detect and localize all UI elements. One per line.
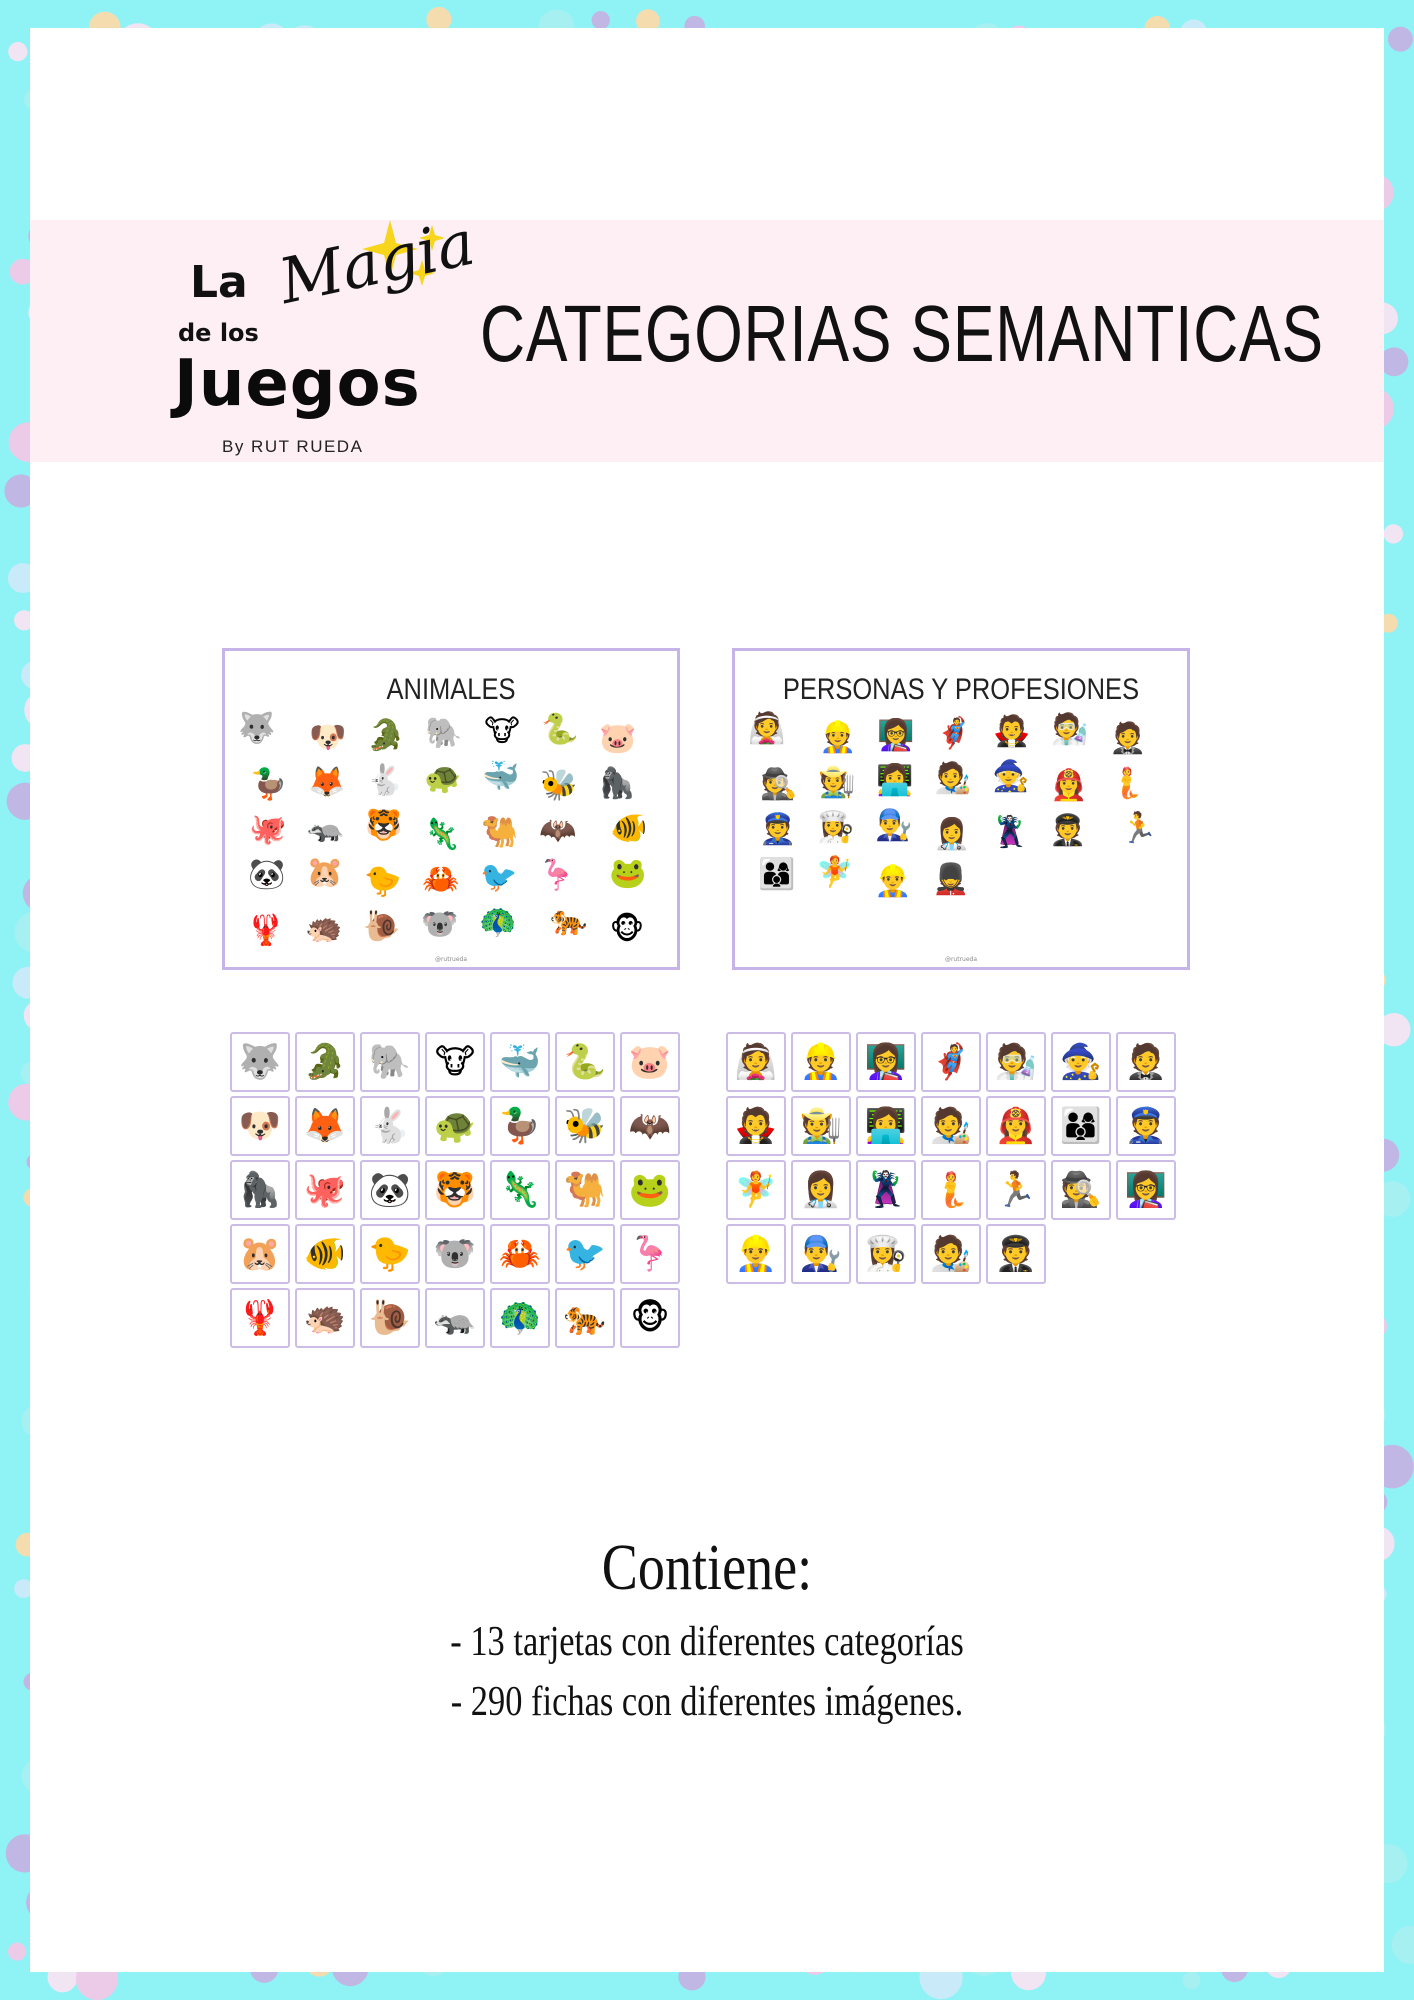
picture-tile: 🐌 [360, 1288, 420, 1348]
picture-tile: 🐼 [360, 1160, 420, 1220]
picture-tile: 🧑‍🌾 [791, 1096, 851, 1156]
card-sticker-icon: 👷‍♂️ [874, 864, 912, 899]
card-sticker-icon: 👷 [819, 720, 857, 755]
card-sticker-icon: 🦞 [247, 913, 285, 948]
picture-tile: 🐢 [425, 1096, 485, 1156]
picture-tile: 🧑‍🎨 [921, 1096, 981, 1156]
card-sticker-icon: 🐺 [238, 711, 276, 746]
border-dot [1392, 1926, 1414, 1964]
card-sticker-icon: 🐵 [609, 912, 645, 947]
card-sticker-icon: 🐮 [484, 714, 520, 749]
card-sticker-icon: 🦀 [422, 862, 460, 897]
picture-tile: 👩‍🚒 [986, 1096, 1046, 1156]
card-sticker-icon: 🐶 [309, 720, 347, 755]
card-sticker-icon: 🦔 [305, 911, 343, 946]
card-sticker-icon: 🧑‍🌾 [818, 765, 856, 800]
card-sticker-icon: 🐇 [366, 763, 404, 798]
card-sticker-icon: 🧚 [816, 855, 854, 890]
picture-tile: 👮 [1116, 1096, 1176, 1156]
card-sticker-icon: 🐹 [306, 855, 344, 890]
card-footer: @rutrueda [944, 956, 978, 963]
border-dot [1388, 27, 1413, 52]
picture-tile: 👩‍🏫 [1116, 1160, 1176, 1220]
picture-tile: 🦡 [425, 1288, 485, 1348]
card-sticker-icon: 🤵 [1109, 721, 1147, 756]
card-sticker-icon: 🐘 [425, 716, 463, 751]
card-sticker-icon: 🐍 [541, 712, 579, 747]
card-footer: @rutrueda [434, 956, 468, 963]
picture-tile: 🐷 [620, 1032, 680, 1092]
card-sticker-icon: 🐳 [482, 759, 520, 794]
card-sticker-icon: 🦍 [598, 766, 636, 801]
picture-tile: 👨‍🔧 [791, 1224, 851, 1284]
border-dot [8, 1943, 26, 1961]
picture-tile: 🦹 [856, 1160, 916, 1220]
picture-tile: 🐠 [295, 1224, 355, 1284]
card-sticker-icon: 👩‍🚒 [1050, 768, 1088, 803]
picture-tile: 🐅 [555, 1288, 615, 1348]
card-sticker-icon: 🧑‍✈️ [1049, 813, 1087, 848]
picture-tile: 🐫 [555, 1160, 615, 1220]
card-sticker-icon: 👩‍🏫 [877, 718, 915, 753]
picture-tile: 🐘 [360, 1032, 420, 1092]
border-dot [8, 42, 27, 61]
picture-tile: 🧑‍🔬 [986, 1032, 1046, 1092]
picture-tile: 👩‍🏫 [856, 1032, 916, 1092]
card-sticker-icon: 🐙 [249, 812, 287, 847]
picture-tile: 🧜 [921, 1160, 981, 1220]
picture-tile: 🐳 [490, 1032, 550, 1092]
card-personas-y-profesiones [732, 648, 1190, 970]
card-sticker-icon: 🦇 [539, 813, 577, 848]
picture-tile: 👩‍🍳 [856, 1224, 916, 1284]
picture-tile: 🐶 [230, 1096, 290, 1156]
border-dot [592, 11, 610, 29]
card-sticker-icon: 🧑‍🎨 [934, 761, 972, 796]
picture-tile: 👩‍💻 [856, 1096, 916, 1156]
picture-tile: 🐸 [620, 1160, 680, 1220]
card-title: PERSONAS Y PROFESIONES [782, 673, 1140, 706]
card-sticker-icon: 👨‍👩‍👦 [758, 857, 796, 892]
card-sticker-icon: 🐨 [421, 907, 459, 942]
picture-tile: 🦆 [490, 1096, 550, 1156]
picture-tile: 🐇 [360, 1096, 420, 1156]
picture-tile: 🐹 [230, 1224, 290, 1284]
card-sticker-icon: 🧜 [1108, 766, 1146, 801]
card-sticker-icon: 🐢 [424, 761, 462, 796]
card-sticker-icon: 🕵️ [760, 767, 798, 802]
card-sticker-icon: 🐊 [367, 718, 405, 753]
picture-tile: 🧑‍✈️ [986, 1224, 1046, 1284]
card-sticker-icon: 👰 [748, 711, 786, 746]
logo [170, 205, 481, 465]
card-sticker-icon: 👨‍🔧 [875, 808, 913, 843]
card-sticker-icon: 🐫 [481, 815, 519, 850]
card-sticker-icon: 🐤 [364, 864, 402, 899]
picture-tile: 🦩 [620, 1224, 680, 1284]
picture-tile: 🧛 [726, 1096, 786, 1156]
contents-heading: Contiene: [601, 1531, 813, 1604]
card-sticker-icon: 🧙 [992, 759, 1030, 794]
card-sticker-icon: 👩‍💻 [876, 763, 914, 798]
picture-tile: 🐙 [295, 1160, 355, 1220]
card-sticker-icon: 🐅 [550, 903, 588, 938]
contents-line-tiles: - 290 fichas con diferentes imágenes. [450, 1679, 964, 1725]
picture-tile: 🦇 [620, 1096, 680, 1156]
card-sticker-icon: 👩‍🍳 [817, 810, 855, 845]
card-sticker-icon: 🦚 [479, 905, 517, 940]
card-sticker-icon: 🐯 [365, 808, 403, 843]
logo-de-los: de los [178, 319, 259, 347]
picture-tile: 👨‍👩‍👦 [1051, 1096, 1111, 1156]
picture-tile: 🦎 [490, 1160, 550, 1220]
picture-tile: 🦍 [230, 1160, 290, 1220]
picture-tile: 🕵️ [1051, 1160, 1111, 1220]
card-sticker-icon: 🧛 [993, 714, 1031, 749]
card-sticker-icon: 🦩 [538, 858, 576, 893]
picture-tile: 🐨 [425, 1224, 485, 1284]
picture-tile: 🐤 [360, 1224, 420, 1284]
card-sticker-icon: 🦆 [250, 767, 288, 802]
picture-tile: 🐊 [295, 1032, 355, 1092]
picture-tile: 🐮 [425, 1032, 485, 1092]
picture-tile: 🐝 [555, 1096, 615, 1156]
picture-tile: 🐯 [425, 1160, 485, 1220]
card-sticker-icon: 🐷 [599, 721, 637, 756]
picture-tile: 🐍 [555, 1032, 615, 1092]
card-sticker-icon: 🧑‍🔬 [1051, 712, 1089, 747]
picture-tile: 🦞 [230, 1288, 290, 1348]
logo-la: La [190, 257, 248, 308]
picture-tile: 🧙 [1051, 1032, 1111, 1092]
logo-byline: By RUT RUEDA [222, 437, 364, 456]
card-sticker-icon: 🦎 [423, 817, 461, 852]
card-sticker-icon: 🦊 [308, 765, 346, 800]
card-sticker-icon: 💂 [932, 862, 970, 897]
contents-line-cards: - 13 tarjetas con diferentes categorías [450, 1619, 964, 1665]
page-title: CATEGORIAS SEMANTICAS [480, 289, 1324, 378]
picture-tile: 👩‍⚕️ [791, 1160, 851, 1220]
card-sticker-icon: 🐝 [540, 768, 578, 803]
card-sticker-icon: 🐌 [363, 909, 401, 944]
picture-tile: 🦊 [295, 1096, 355, 1156]
card-sticker-icon: 🐦 [480, 860, 518, 895]
picture-tile: 🐦 [555, 1224, 615, 1284]
picture-tile: 🦸 [921, 1032, 981, 1092]
card-sticker-icon: 🦹 [991, 815, 1029, 850]
border-dot [1182, 1972, 1200, 1990]
picture-tile: 🦔 [295, 1288, 355, 1348]
card-sticker-icon: 🐠 [610, 811, 648, 846]
card-sticker-icon: 🏃 [1120, 811, 1158, 846]
card-title: ANIMALES [386, 673, 516, 706]
picture-tile: 🦀 [490, 1224, 550, 1284]
card-sticker-icon: 👮 [759, 812, 797, 847]
card-sticker-icon: 🐸 [609, 856, 647, 891]
logo-magia: Magia [272, 205, 481, 318]
picture-tile: 🤵 [1116, 1032, 1176, 1092]
contents-section [0, 1530, 1414, 1726]
picture-tile: 🧑‍🎨 [921, 1224, 981, 1284]
card-animales [222, 648, 680, 970]
logo-juegos: Juegos [174, 347, 421, 421]
picture-tile: 🧚 [726, 1160, 786, 1220]
card-sticker-icon: 👩‍⚕️ [933, 817, 971, 852]
picture-tile: 🐵 [620, 1288, 680, 1348]
picture-tile: 👷 [791, 1032, 851, 1092]
picture-tile: 👷‍♂️ [726, 1224, 786, 1284]
picture-tile: 🐺 [230, 1032, 290, 1092]
card-sticker-icon: 🦡 [307, 810, 345, 845]
picture-tile: 🦚 [490, 1288, 550, 1348]
picture-tile: 🏃 [986, 1160, 1046, 1220]
card-sticker-icon: 🐼 [248, 857, 286, 892]
card-sticker-icon: 🦸 [935, 716, 973, 751]
border-dot [1384, 524, 1403, 543]
picture-tile: 👰 [726, 1032, 786, 1092]
